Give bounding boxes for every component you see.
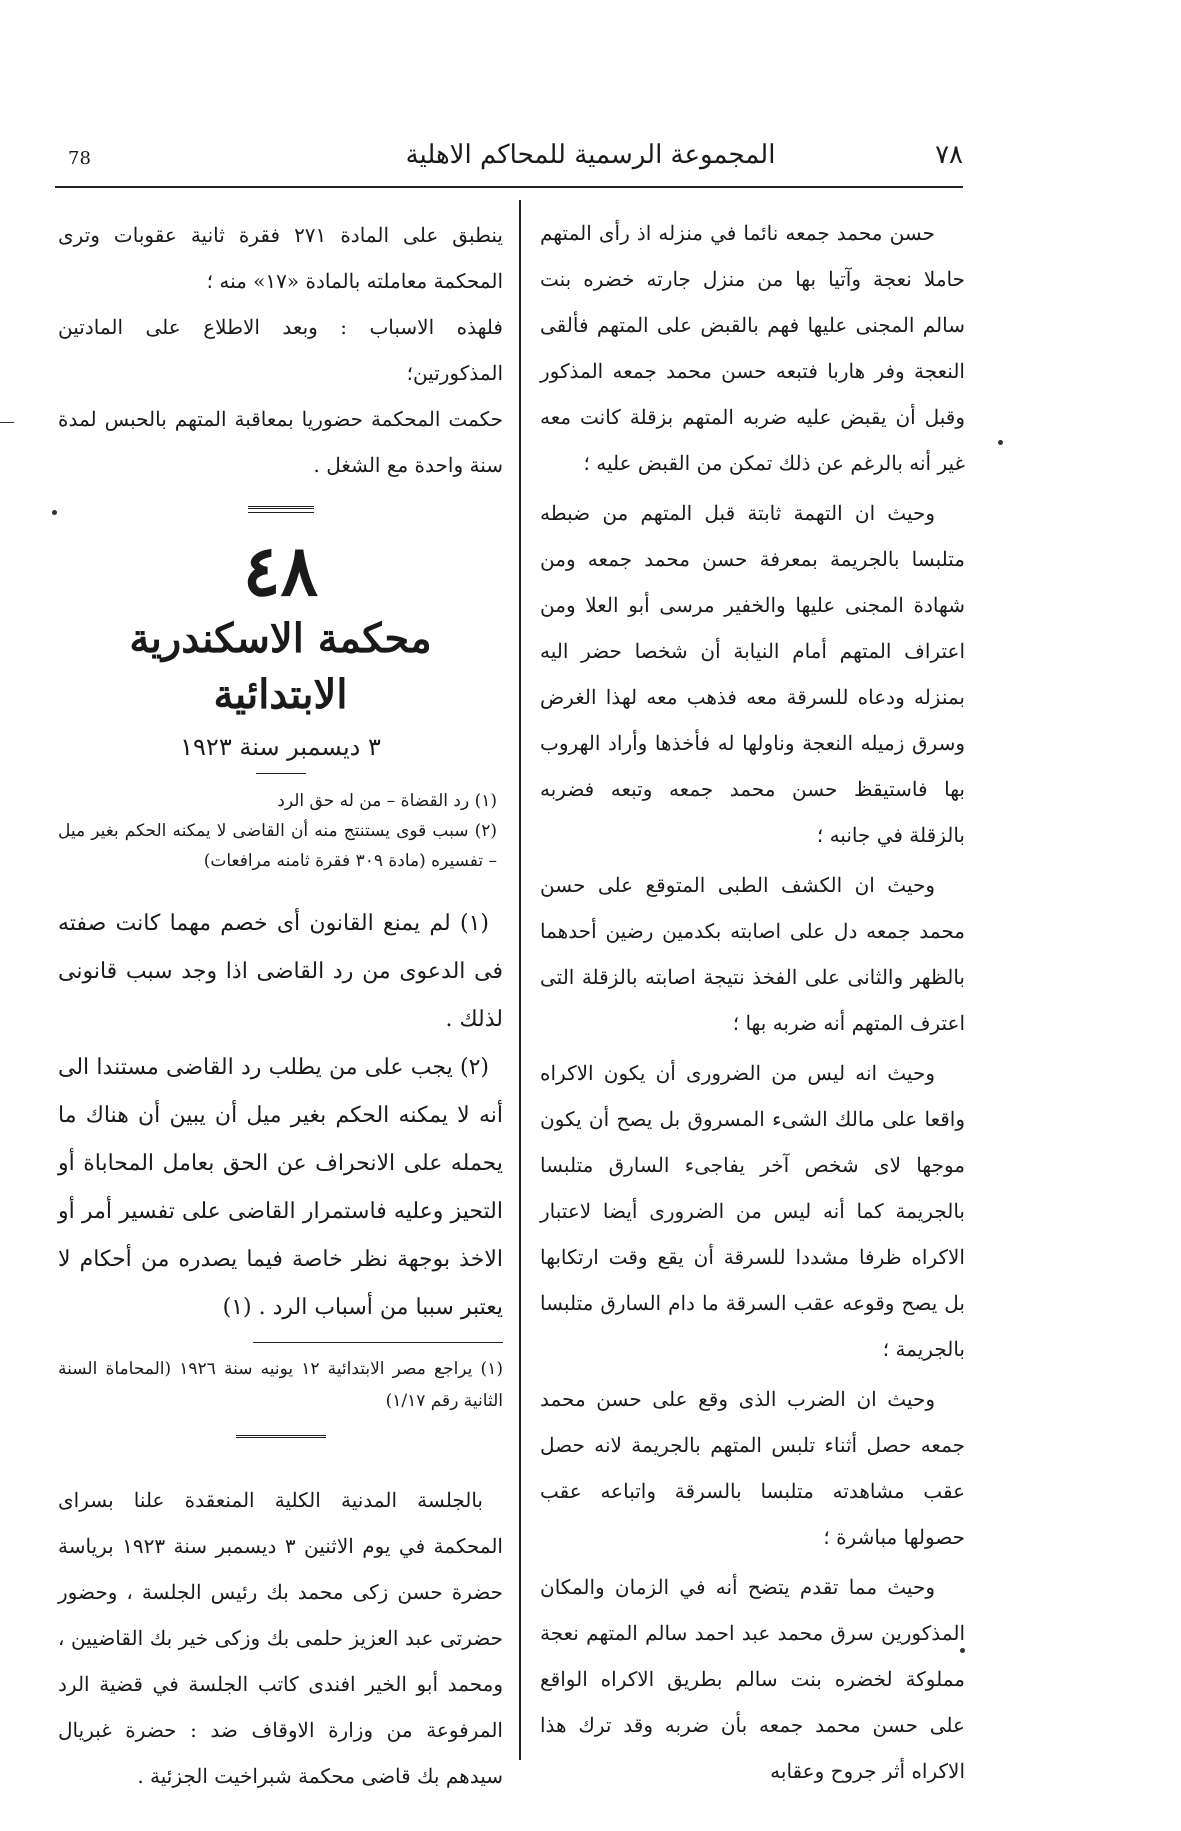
principle: (١) لم يمنع القانون أى خصم مهما كانت صفته فى الدعوى من رد القاضى اذا وجد سبب قانونى لذلك . [58, 911, 503, 1032]
page-number-arabic: ٧٨ [935, 140, 963, 170]
judgment-conclusion [58, 212, 503, 488]
header-rule [55, 186, 963, 188]
left-paragraph: فلهذه الاسباب : وبعد الاطلاع على المادتين المذكورتين؛ [58, 315, 503, 385]
speck-mark [960, 1648, 965, 1653]
section-divider [248, 506, 314, 513]
speck-mark [998, 440, 1003, 445]
margin-mark [0, 422, 14, 423]
session-text: بالجلسة المدنية الكلية المنعقدة علنا بسراى المحكمة في يوم الاثنين ٣ ديسمبر سنة ١٩٢٣ برياسة حضرة حسن زكى محمد بك رئيس الجلسة ، وحضور حضرتى عبد العزيز حلمى بك وزكى خير بك القاضيين ، ومحمد أبو الخير افندى كاتب الجلسة في قضية الرد المرفوعة من وزارة الاوقاف ضد : حضرة غبريال سيدهم بك قاضى محكمة شبراخيت الجزئية . [58, 1488, 503, 1788]
page-number-latin: 78 [68, 148, 91, 169]
footnote: (١) يراجع مصر الابتدائية ١٢ يونيه سنة ١٩٢٦ (المحاماة السنة الثانية رقم ١/١٧) [58, 1359, 503, 1411]
right-column [540, 210, 965, 1798]
right-paragraph: وحيث ان الضرب الذى وقع على حسن محمد جمعه حصل أثناء تلبس المتهم بالجريمة لانه حصل عقب مشاهدته متلبسا بالسرقة واتباعه عقب حصولها مباشرة ؛ [540, 1387, 965, 1549]
court-name: محكمة الاسكندرية الابتدائية [129, 615, 432, 718]
right-paragraph: وحيث ان التهمة ثابتة قبل المتهم من ضبطه متلبسا بالجريمة بمعرفة حسن محمد جمعه ومن شهادة المجنى عليها والخفير مرسى أبو العلا ومن اعتراف المتهم أمام النيابة أن شخصا حضر اليه بمنزله ودعاه للسرقة معه فذهب معه لهذا الغرض وسرق زميله النعجة وناولها له فأخذها وأراد الهروب بها فاستيقظ حسن محمد جمعه وتبعه فضربه بالزقلة في جانبه ؛ [540, 501, 965, 847]
headnotes [58, 786, 503, 876]
headnote: (١) رد القضاة – من له حق الرد [277, 791, 497, 811]
footnote-rule [253, 1342, 503, 1343]
right-paragraph: وحيث انه ليس من الضرورى أن يكون الاكراه واقعا على مالك الشىء المسروق بل يصح أن يكون موجها لاى شخص آخر يفاجىء السارق متلبسا بالجريمة كما أنه ليس من الضرورى أيضا لاعتبار الاكراه ظرفا مشددا للسرقة أن يقع وقت ارتكابها بل يصح وقوعه عقب السرقة ما دام السارق متلبسا بالجريمة ؛ [540, 1061, 965, 1361]
headnote: (٢) سبب قوى يستنتج منه أن القاضى لا يمكنه الحكم بغير ميل – تفسيره (مادة ٣٠٩ فقرة ثامنه مرافعات) [58, 821, 497, 871]
legal-principles [58, 900, 503, 1332]
left-paragraph: حكمت المحكمة حضوريا بمعاقبة المتهم بالحبس لمدة سنة واحدة مع الشغل . [58, 407, 503, 477]
left-column [58, 212, 503, 1799]
section-divider [236, 1435, 326, 1441]
principle: (٢) يجب على من يطلب رد القاضى مستندا الى أنه لا يمكنه الحكم بغير ميل أن يبين أن هناك ما يحمله على الانحراف عن الحق بعامل المحاباة أو التحيز وعليه فاستمرار القاضى على تفسير أمر أو الاخذ بوجهة نظر خاصة فيما يصدره من أحكام لا يعتبر سببا من أسباب الرد . (١) [58, 1055, 503, 1320]
case-number: ٤٨ [242, 529, 319, 612]
court-date: ٣ ديسمبر سنة ١٩٢٣ [180, 733, 381, 761]
speck-mark [52, 510, 57, 515]
right-paragraph: وحيث مما تقدم يتضح أنه في الزمان والمكان المذكورين سرق محمد عبد احمد سالم المتهم نعجة مملوكة لخضره بنت سالم بطريق الاكراه الواقع على حسن محمد جمعه بأن ضربه وقد ترك هذا الاكراه أثر جروح وعقابه [540, 1575, 965, 1783]
left-paragraph: ينطبق على المادة ٢٧١ فقرة ثانية عقوبات وترى المحكمة معاملته بالمادة «١٧» منه ؛ [58, 223, 504, 293]
session-paragraph [58, 1477, 503, 1799]
right-paragraph: وحيث ان الكشف الطبى المتوقع على حسن محمد جمعه دل على اصابته بكدمين رضين أحدهما بالظهر والثانى على الفخذ نتيجة اصابته بالزقلة التى اعترف المتهم أنه ضربه بها ؛ [540, 873, 966, 1035]
short-divider [256, 773, 306, 774]
right-paragraph: حسن محمد جمعه نائما في منزله اذ رأى المتهم حاملا نعجة وآتيا بها من منزل جارته خضره بنت سالم المجنى عليها فهم بالقبض على المتهم فألقى النعجة وفر هاربا فتبعه حسن محمد جمعه المذكور وقبل أن يقبض عليه ضربه المتهم بزقلة كانت معه غير أنه بالرغم عن ذلك تمكن من القبض عليه ؛ [540, 221, 965, 475]
column-divider [519, 200, 521, 1760]
running-title: المجموعة الرسمية للمحاكم الاهلية [405, 140, 776, 170]
